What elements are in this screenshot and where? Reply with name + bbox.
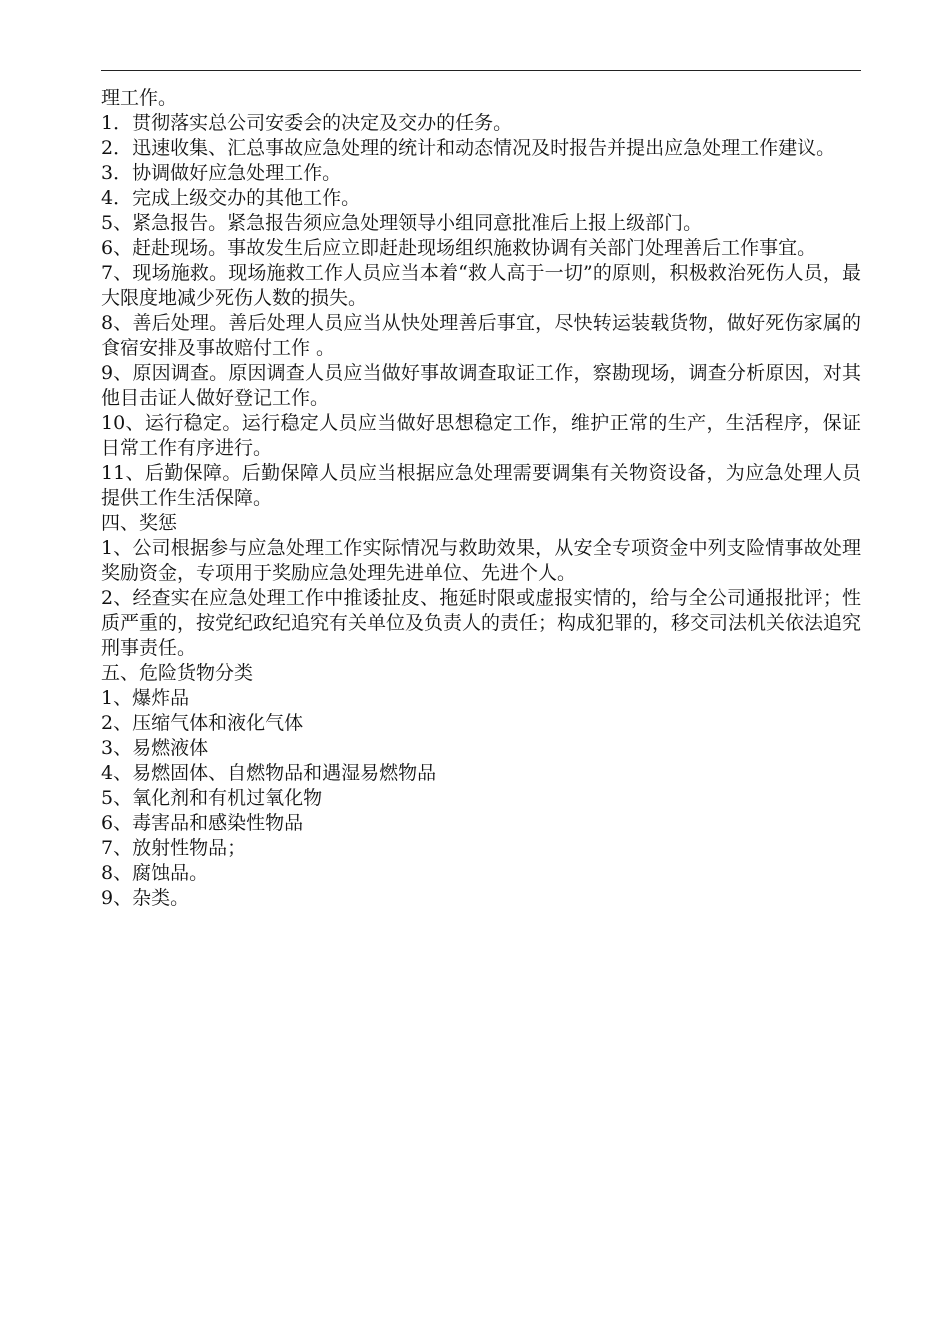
paragraph-continuation: 理工作。 bbox=[101, 87, 178, 109]
penalty-item-2: 2、经查实在应急处理工作中推诿扯皮、拖延时限或虚报实情的，给与全公司通报批评；性质严重的，按党纪政纪追究有关单位及负责人的责任；构成犯罪的，移交司法机关依法追究刑事责任。 bbox=[101, 587, 862, 659]
procedure-item-10: 10、运行稳定。运行稳定人员应当做好思想稳定工作，维护正常的生产，生活程序，保证日常工作有序进行。 bbox=[101, 412, 861, 459]
section-heading-hazard-classes: 五、危险货物分类 bbox=[101, 662, 254, 684]
duty-item-2: 2．迅速收集、汇总事故应急处理的统计和动态情况及时报告并提出应急处理工作建议。 bbox=[101, 137, 836, 159]
duty-item-3: 3．协调做好应急处理工作。 bbox=[101, 162, 342, 184]
hazard-class-8: 8、腐蚀品。 bbox=[101, 862, 209, 884]
procedure-item-5: 5、紧急报告。紧急报告须应急处理领导小组同意批准后上报上级部门。 bbox=[101, 212, 703, 234]
procedure-item-11: 11、后勤保障。后勤保障人员应当根据应急处理需要调集有关物资设备，为应急处理人员提供工作生活保障。 bbox=[101, 462, 861, 509]
hazard-class-1: 1、爆炸品 bbox=[101, 687, 190, 709]
hazard-class-6: 6、毒害品和感染性物品 bbox=[101, 812, 304, 834]
hazard-class-7: 7、放射性物品； bbox=[101, 837, 247, 859]
hazard-class-9: 9、杂类。 bbox=[101, 887, 190, 909]
procedure-item-8: 8、善后处理。善后处理人员应当从快处理善后事宜，尽快转运装载货物，做好死伤家属的食宿安排及事故赔付工作 。 bbox=[101, 312, 861, 359]
header-rule bbox=[101, 70, 861, 71]
procedure-item-7: 7、现场施救。现场施救工作人员应当本着“救人高于一切”的原则，积极救治死伤人员，最大限度地减少死伤人数的损失。 bbox=[101, 262, 861, 309]
duty-item-4: 4．完成上级交办的其他工作。 bbox=[101, 187, 361, 209]
hazard-class-2: 2、压缩气体和液化气体 bbox=[101, 712, 304, 734]
section-heading-rewards: 四、奖惩 bbox=[101, 512, 178, 534]
procedure-item-6: 6、赶赴现场。事故发生后应立即赶赴现场组织施救协调有关部门处理善后工作事宜。 bbox=[101, 237, 817, 259]
document-body bbox=[101, 86, 861, 911]
duty-item-1: 1．贯彻落实总公司安委会的决定及交办的任务。 bbox=[101, 112, 513, 134]
hazard-class-5: 5、氧化剂和有机过氧化物 bbox=[101, 787, 323, 809]
hazard-class-3: 3、易燃液体 bbox=[101, 737, 209, 759]
hazard-class-4: 4、易燃固体、自燃物品和遇湿易燃物品 bbox=[101, 762, 437, 784]
procedure-item-9: 9、原因调查。原因调查人员应当做好事故调查取证工作，察勘现场，调查分析原因，对其他目击证人做好登记工作。 bbox=[101, 362, 861, 409]
reward-item-1: 1、公司根据参与应急处理工作实际情况与救助效果，从安全专项资金中列支险情事故处理奖励资金，专项用于奖励应急处理先进单位、先进个人。 bbox=[101, 537, 861, 584]
